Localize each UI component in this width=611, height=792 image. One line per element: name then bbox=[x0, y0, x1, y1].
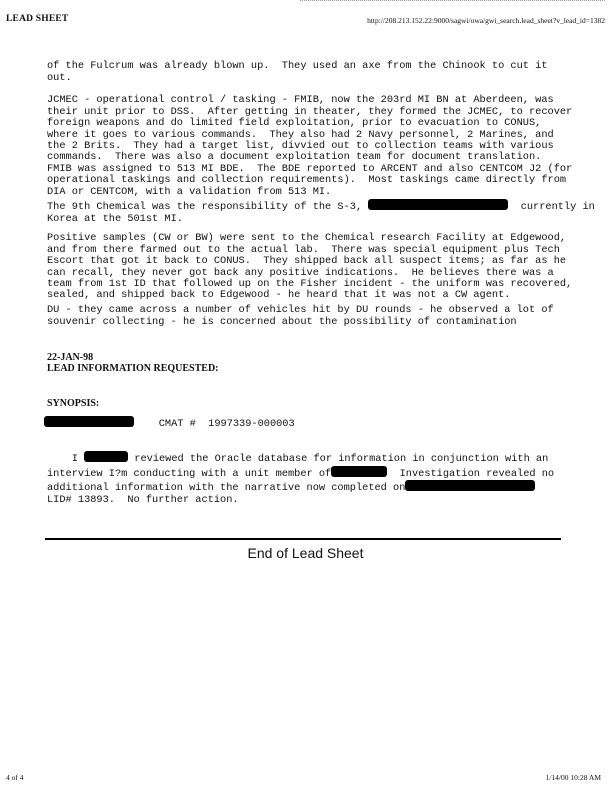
synopsis-heading: SYNOPSIS: bbox=[47, 398, 100, 409]
text-line: and from there farmed out to the actual lab. There was special equipment plus Tech bbox=[47, 243, 560, 256]
text-segment: currently in bbox=[520, 201, 595, 214]
text-line: where it goes to various commands. They also had 2 Navy personnel, 2 Marines, and bbox=[47, 128, 554, 141]
text-line bbox=[47, 199, 595, 213]
lead-info-heading: LEAD INFORMATION REQUESTED: bbox=[47, 363, 219, 374]
header-rule bbox=[300, 0, 605, 1]
text-line: DU - they came across a number of vehicles hit by DU rounds - he observed a lot of bbox=[47, 304, 554, 317]
paragraph-du bbox=[47, 294, 554, 328]
cmat-number: CMAT # 1997339-000003 bbox=[158, 418, 295, 430]
text-line bbox=[47, 451, 554, 465]
text-line: the 2 Brits. They had a target list, divvied out to collection teams with various bbox=[47, 140, 554, 153]
section-divider bbox=[45, 538, 561, 540]
lead-date: 22-JAN-98 bbox=[47, 352, 94, 363]
text-line: can recall, they never got back any positive indications. He believes there was a bbox=[47, 266, 554, 279]
lead-sheet-title: LEAD SHEET bbox=[6, 14, 69, 24]
paragraph-9th-chemical bbox=[47, 185, 595, 225]
text-line: DIA or CENTCOM, with a validation from 513 MI. bbox=[47, 185, 332, 198]
text-line: operational taskings and collection requirements). Most taskings came directly from bbox=[47, 174, 567, 187]
paragraph-positive-samples bbox=[47, 222, 572, 302]
text-line: their unit prior to DSS. After getting in theater, they formed the JCMEC, to recover bbox=[47, 105, 573, 118]
text-segment: Investigation revealed no bbox=[399, 467, 555, 480]
print-timestamp: 1/14/00 10:28 AM bbox=[545, 773, 601, 782]
paragraph-jcmec bbox=[47, 84, 572, 198]
text-segment: additional information with the narrative now completed on bbox=[47, 482, 406, 495]
redaction-block bbox=[405, 480, 535, 491]
page-number: 4 of 4 bbox=[6, 773, 24, 782]
text-line: Positive samples (CW or BW) were sent to the Chemical research Facility at Edgewood, bbox=[47, 232, 567, 245]
text-line: foreign weapons and do limited field exploitation, prior to evacuation to CONUS, bbox=[47, 117, 542, 130]
text-line: team from 1st ID that followed up on the Fisher incident - the uniform was recovered, bbox=[47, 278, 573, 291]
redaction-block bbox=[368, 199, 508, 210]
page-url[interactable]: http://208.213.152.22:9000/sagwi/owa/gwi_search.lead_sheet?v_lead_id=1382 bbox=[367, 16, 605, 25]
redaction-block bbox=[44, 416, 134, 427]
text-line bbox=[47, 466, 554, 480]
text-line: of the Fulcrum was already blown up. They used an axe from the Chinook to cut it bbox=[47, 60, 548, 73]
text-segment: interview I?m conducting with a unit member of bbox=[47, 467, 332, 480]
text-line: LID# 13893. No further action. bbox=[47, 493, 239, 506]
text-line: souvenir collecting - he is concerned about the possibility of contamination bbox=[47, 315, 517, 328]
text-segment: The 9th Chemical was the responsibility of the S-3, bbox=[47, 201, 363, 214]
text-line: commands. There was also a document exploitation team for document translation. bbox=[47, 151, 542, 164]
redaction-block bbox=[331, 466, 387, 477]
synopsis-body bbox=[47, 440, 554, 506]
text-line: FMIB was assigned to 513 MI BDE. The BDE reported to ARCENT and also CENTCOM J2 (for bbox=[47, 162, 573, 175]
paragraph-fulcrum bbox=[47, 50, 548, 84]
end-of-lead-sheet: End of Lead Sheet bbox=[247, 545, 364, 561]
text-segment: I bbox=[71, 453, 78, 466]
text-line: Escort that got it back to CONUS. They shipped back all suspect items; as far as he bbox=[47, 255, 567, 268]
cmat-line bbox=[44, 416, 295, 430]
text-line: Korea at the 501st MI. bbox=[47, 212, 183, 225]
text-line: sealed, and shipped back to Edgewood - he heard that it was not a CW agent. bbox=[47, 289, 511, 302]
redaction-block bbox=[84, 451, 128, 462]
text-line: out. bbox=[47, 71, 72, 84]
text-segment: reviewed the Oracle database for information in conjunction with an bbox=[134, 453, 549, 466]
text-line: JCMEC - operational control / tasking - FMIB, now the 203rd MI BN at Aberdeen, was bbox=[47, 94, 554, 107]
text-line bbox=[47, 480, 554, 494]
